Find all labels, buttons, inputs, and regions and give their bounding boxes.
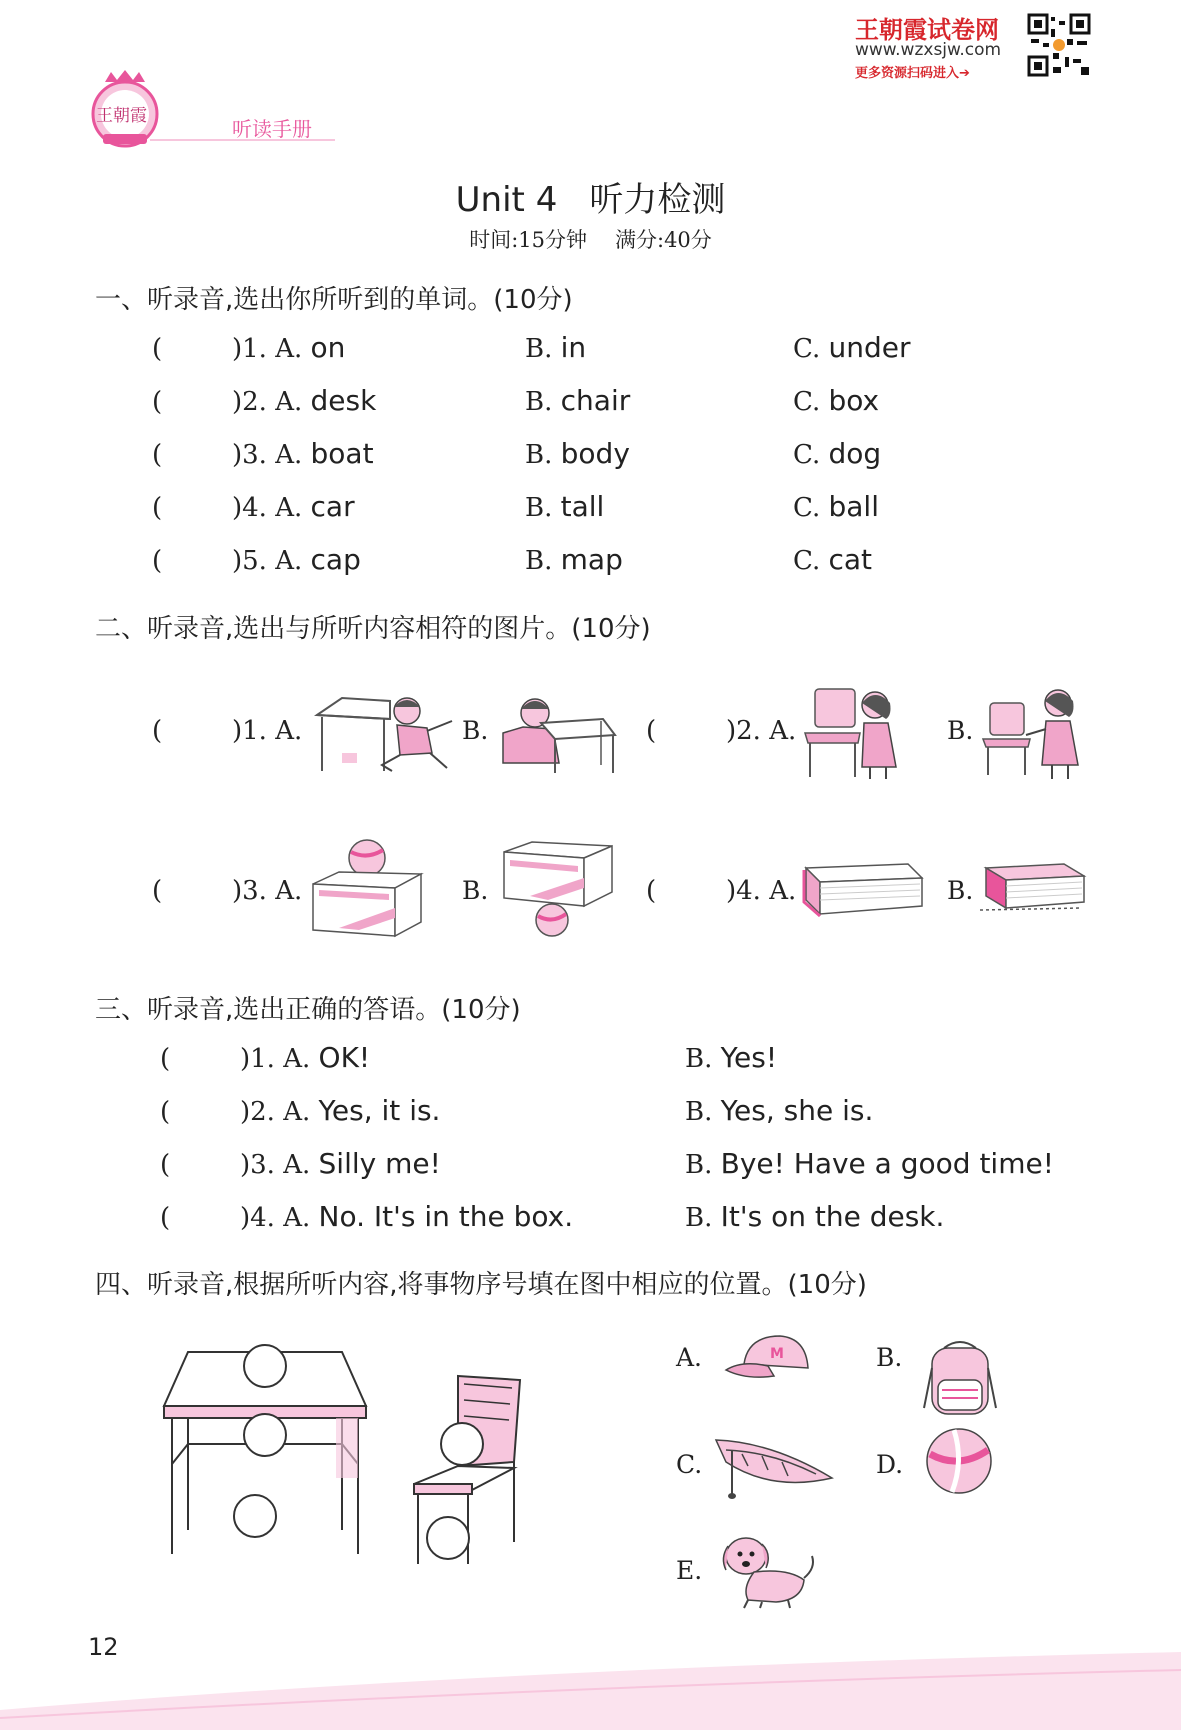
option-a: car: [310, 490, 355, 523]
option-c: dog: [828, 437, 882, 470]
s2-question-4: [646, 876, 796, 906]
question-number: )1. A.: [232, 334, 303, 364]
option-b-label: B.: [685, 1203, 713, 1233]
ball-on-box-image[interactable]: [309, 838, 424, 938]
answer-blank[interactable]: (: [160, 1203, 171, 1233]
s3-question-1: [160, 1041, 1100, 1074]
desk-with-circles-image: [160, 1340, 370, 1560]
page-number: 12: [88, 1633, 119, 1661]
question-number: )3. A.: [240, 1150, 311, 1180]
qr-code-icon[interactable]: [1027, 13, 1091, 77]
option-b-label: B.: [685, 1150, 713, 1180]
question-number: )4. A.: [726, 876, 797, 906]
s2-q3-b-label: B.: [462, 876, 489, 905]
option-b: It's on the desk.: [720, 1200, 945, 1233]
test-name: 听力检测: [589, 180, 726, 220]
question-number: )5. A.: [232, 546, 303, 576]
s2-question-1: [152, 716, 302, 746]
option-b-label: B.: [525, 546, 553, 576]
s1-question-5: [152, 543, 1112, 576]
site-name: 王朝霞试卷网: [855, 16, 999, 44]
s2-question-3: [152, 876, 302, 906]
option-b-label: B.: [685, 1097, 713, 1127]
s2-q2-b-label: B.: [947, 716, 974, 745]
question-number: )4. A.: [232, 493, 303, 523]
answer-circle-under-chair[interactable]: [427, 1517, 469, 1559]
option-c: under: [828, 331, 911, 364]
question-number: )4. A.: [240, 1203, 311, 1233]
question-number: )1. A.: [240, 1044, 311, 1074]
page-title: [0, 172, 1181, 221]
answer-circle-under-desk[interactable]: [234, 1495, 276, 1537]
dog-icon[interactable]: [718, 1528, 818, 1610]
s1-question-4: [152, 490, 1112, 523]
option-b: tall: [560, 490, 605, 523]
section1-heading: 一、听录音,选出你所听到的单词。(10分): [95, 285, 573, 315]
option-c-label: C.: [793, 546, 821, 576]
option-a: OK!: [318, 1041, 371, 1074]
option-a: Silly me!: [318, 1147, 441, 1180]
option-a: on: [310, 331, 346, 364]
option-c-label: C.: [793, 493, 821, 523]
option-b-label: B.: [525, 387, 553, 417]
handbook-label: 听读手册: [232, 117, 312, 141]
backpack-icon[interactable]: [920, 1338, 1000, 1420]
option-a: cap: [310, 543, 361, 576]
question-number: )3. A.: [232, 876, 303, 906]
answer-blank[interactable]: (: [152, 440, 163, 470]
section2-heading: 二、听录音,选出与所听内容相符的图片。(10分): [95, 614, 651, 644]
option-b: Bye! Have a good time!: [720, 1147, 1054, 1180]
answer-blank[interactable]: (: [152, 546, 163, 576]
option-b: chair: [560, 384, 631, 417]
ball-icon[interactable]: [924, 1426, 994, 1496]
answer-blank[interactable]: (: [152, 493, 163, 523]
boy-beside-desk-image[interactable]: [312, 693, 457, 773]
s4-option-d-label: D.: [876, 1450, 904, 1479]
unit-label: Unit 4: [455, 180, 558, 220]
section4-heading: 四、听录音,根据所听内容,将事物序号填在图中相应的位置。(10分): [95, 1270, 867, 1300]
option-b-label: B.: [685, 1044, 713, 1074]
question-number: )3. A.: [232, 440, 303, 470]
answer-blank[interactable]: (: [160, 1097, 171, 1127]
s2-q4-b-label: B.: [947, 876, 974, 905]
answer-circle-on-chair[interactable]: [441, 1423, 483, 1465]
brand-logo-text: 王朝霞: [96, 106, 147, 126]
s1-question-3: [152, 437, 1112, 470]
option-a: boat: [310, 437, 374, 470]
option-b-label: B.: [525, 493, 553, 523]
section3-heading: 三、听录音,选出正确的答语。(10分): [95, 995, 521, 1025]
site-slogan: 更多资源扫码进入➔: [855, 66, 970, 81]
book-on-table-image[interactable]: [978, 858, 1088, 918]
option-c-label: C.: [793, 440, 821, 470]
s4-option-e-label: E.: [676, 1556, 703, 1585]
girl-behind-chair-image[interactable]: [800, 685, 910, 780]
answer-blank[interactable]: (: [646, 876, 657, 906]
option-c: box: [828, 384, 880, 417]
cap-icon[interactable]: [722, 1330, 817, 1390]
option-a: Yes, it is.: [318, 1094, 441, 1127]
closed-book-image[interactable]: [800, 858, 925, 918]
option-b-label: B.: [525, 334, 553, 364]
s1-question-1: [152, 331, 1112, 364]
time-info: 时间:15分钟: [469, 228, 587, 252]
s3-question-3: [160, 1147, 1100, 1180]
answer-circle-on-desk[interactable]: [244, 1345, 286, 1387]
option-b: map: [560, 543, 623, 576]
s1-question-2: [152, 384, 1112, 417]
girl-beside-chair-image[interactable]: [978, 685, 1088, 780]
answer-blank[interactable]: (: [152, 334, 163, 364]
option-c-label: C.: [793, 387, 821, 417]
option-b: in: [560, 331, 587, 364]
footer-band: [0, 1640, 1181, 1730]
answer-blank[interactable]: (: [160, 1044, 171, 1074]
answer-blank[interactable]: (: [152, 716, 163, 746]
score-info: 满分:40分: [615, 228, 712, 252]
boy-behind-desk-image[interactable]: [493, 693, 618, 773]
s4-option-c-label: C.: [676, 1450, 703, 1479]
s2-q1-b-label: B.: [462, 716, 489, 745]
time-score-info: [0, 224, 1181, 254]
question-number: )2. A.: [232, 387, 303, 417]
question-number: )1. A.: [232, 716, 303, 746]
option-b-label: B.: [525, 440, 553, 470]
question-number: )2. A.: [240, 1097, 311, 1127]
s3-question-2: [160, 1094, 1100, 1127]
answer-circle-in-desk[interactable]: [244, 1414, 286, 1456]
option-c: cat: [828, 543, 873, 576]
option-c: ball: [828, 490, 879, 523]
option-b: Yes, she is.: [720, 1094, 874, 1127]
option-a: No. It's in the box.: [318, 1200, 574, 1233]
chair-with-circles-image: [410, 1370, 530, 1570]
ball-under-box-image[interactable]: [500, 838, 615, 938]
s4-option-b-label: B.: [876, 1343, 903, 1372]
option-b: Yes!: [720, 1041, 778, 1074]
s3-question-4: [160, 1200, 1100, 1233]
answer-blank[interactable]: (: [160, 1150, 171, 1180]
option-b: body: [560, 437, 630, 470]
s2-question-2: [646, 716, 796, 746]
boat-icon[interactable]: [712, 1430, 837, 1500]
answer-blank[interactable]: (: [646, 716, 657, 746]
svg-text:M: M: [770, 1346, 784, 1362]
option-a: desk: [310, 384, 377, 417]
answer-blank[interactable]: (: [152, 387, 163, 417]
s4-option-a-label: A.: [676, 1343, 703, 1372]
answer-blank[interactable]: (: [152, 876, 163, 906]
question-number: )2. A.: [726, 716, 797, 746]
option-c-label: C.: [793, 334, 821, 364]
site-url[interactable]: www.wzxsjw.com: [855, 40, 1002, 60]
